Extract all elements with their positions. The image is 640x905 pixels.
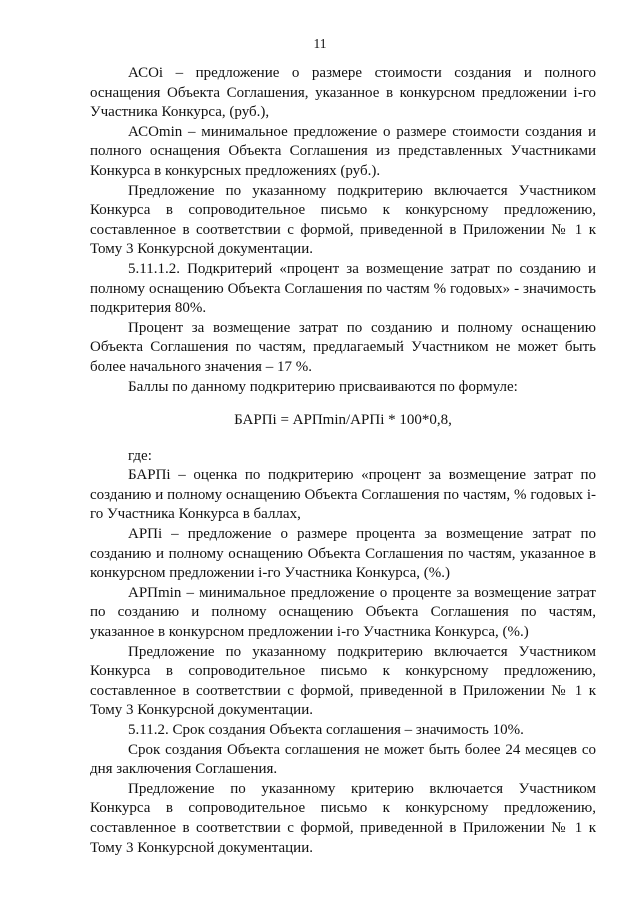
paragraph-criterion-5-11-2: 5.11.2. Срок создания Объекта соглашения – значимость 10%. — [128, 722, 524, 738]
paragraph-arp-i-definition: АРПi – предложение о размере процента за возмещение затрат по созданию и полному оснащению Объекта Соглашения по частям, указанное в конкурсном предложении i-го Участника Конкурса, (%.) — [90, 526, 596, 582]
paragraph-barp-i-definition: БАРПi – оценка по подкритерию «процент за возмещение затрат по созданию и полному оснащению Объекта Соглашения по частям, % годовых i-го Участника Конкурса в баллах, — [90, 467, 596, 523]
paragraph-proposal-inclusion-2: Предложение по указанному подкритерию включается Участником Конкурса в сопроводительное письмо к конкурсному предложению, составленное в соответствии с формой, приведенной в Приложении № 1 к Тому 3 Конкурсной документации. — [90, 643, 596, 719]
paragraph-percent-limit: Процент за возмещение затрат по созданию и полному оснащению Объекта Соглашения по частям, предлагаемый Участником не может быть более начального значения – 17 %. — [90, 319, 596, 375]
paragraph-formula-intro: Баллы по данному подкритерию присваиваются по формуле: — [128, 378, 518, 395]
paragraph-where: где: — [128, 447, 152, 464]
paragraph-subcriterion-5-11-1-2: 5.11.1.2. Подкритерий «процент за возмещение затрат по созданию и полному оснащению Объекта Соглашения по частям % годовых» - значимость подкритерия 80%. — [90, 260, 596, 317]
paragraph-proposal-inclusion-1: Предложение по указанному подкритерию включается Участником Конкурса в сопроводительное письмо к конкурсному предложению, составленное в соответствии с формой, приведенной в Приложении № 1 к Тому 3 Конкурсной документации. — [90, 182, 596, 258]
paragraph-aco-min-definition: АСОmin – минимальное предложение о размере стоимости создания и полного оснащения Объекта Соглашения из представленных Участниками Конкурса в конкурсных предложениях (руб.). — [90, 123, 596, 179]
paragraph-term-limit: Срок создания Объекта соглашения не может быть более 24 месяцев со дня заключения Соглашения. — [90, 741, 596, 778]
scoring-formula: БАРПi = АРПmin/АРПi * 100*0,8, — [234, 412, 452, 429]
paragraph-proposal-inclusion-3: Предложение по указанному критерию включается Участником Конкурса в сопроводительное письмо к конкурсному предложению, составленное в соответствии с формой, приведенной в Приложении № 1 к Тому 3 Конкурсной документации. — [90, 780, 596, 856]
paragraph-aco-i-definition: АСОi – предложение о размере стоимости создания и полного оснащения Объекта Соглашения, указанное в конкурсном предложении i-го Участника Конкурса, (руб.), — [90, 65, 596, 121]
document-body — [90, 64, 596, 858]
page-number: 11 — [313, 36, 327, 51]
paragraph-arp-min-definition: АРПmin – минимальное предложение о проценте за возмещение затрат по созданию и полному оснащению Объекта Соглашения по частям, указанное в конкурсном предложении i-го Участника Конкурса, (%.) — [90, 584, 596, 641]
